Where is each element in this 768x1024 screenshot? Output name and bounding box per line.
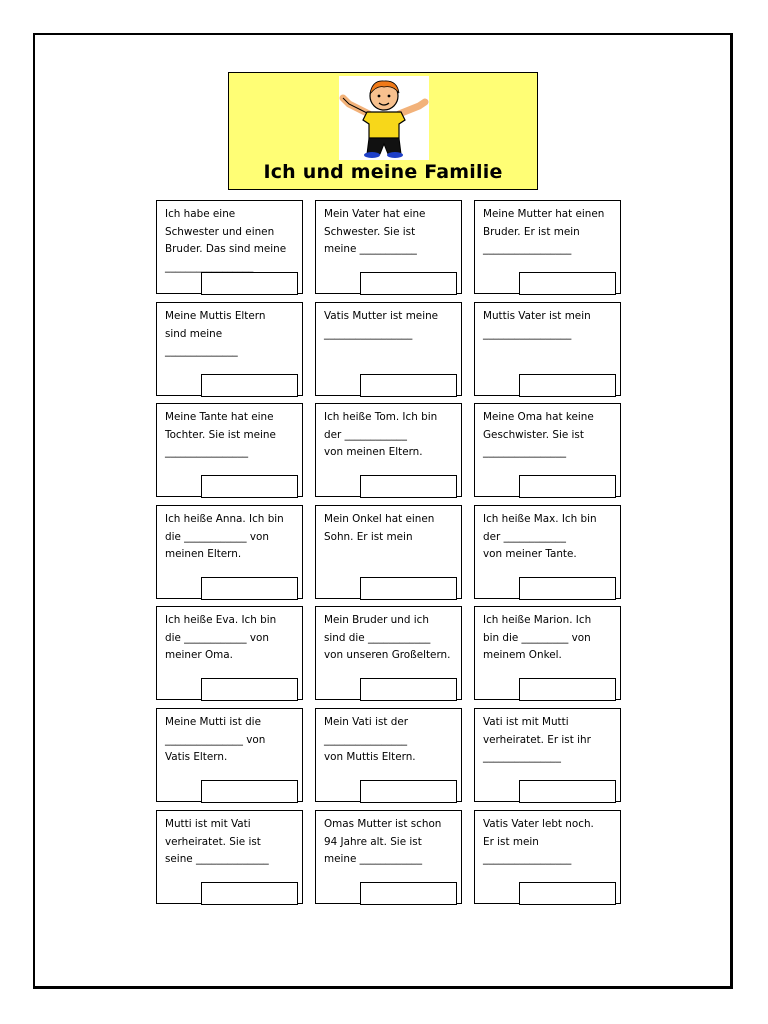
- answer-box[interactable]: [201, 882, 298, 905]
- card-text: Meine Mutter hat einen Bruder. Er ist mein _________________: [483, 208, 605, 255]
- answer-box[interactable]: [360, 577, 457, 600]
- answer-box[interactable]: [201, 272, 298, 295]
- exercise-card: [474, 708, 621, 802]
- card-text: Ich heiße Anna. Ich bin die ____________ von meinen Eltern.: [165, 513, 284, 560]
- card-text: Ich heiße Marion. Ich bin die _________ von meinem Onkel.: [483, 614, 592, 661]
- answer-box[interactable]: [360, 374, 457, 397]
- answer-box[interactable]: [519, 577, 616, 600]
- exercise-card: [156, 708, 303, 802]
- exercise-card: [156, 505, 303, 599]
- card-text: Mein Onkel hat einen Sohn. Er ist mein: [324, 513, 435, 543]
- exercise-card: [474, 403, 621, 497]
- card-text: Mein Vati ist der ________________ von Muttis Eltern.: [324, 716, 416, 763]
- exercise-card: [315, 505, 462, 599]
- exercise-card: [315, 708, 462, 802]
- card-text: Mutti ist mit Vati verheiratet. Sie ist seine ______________: [165, 818, 269, 865]
- answer-box[interactable]: [201, 475, 298, 498]
- exercise-card: [474, 810, 621, 904]
- answer-box[interactable]: [519, 678, 616, 701]
- card-text: Ich heiße Eva. Ich bin die ____________ von meiner Oma.: [165, 614, 277, 661]
- exercise-card: [156, 302, 303, 396]
- card-text: Omas Mutter ist schon 94 Jahre alt. Sie ist meine ____________: [324, 818, 442, 865]
- answer-box[interactable]: [360, 475, 457, 498]
- card-text: Mein Vater hat eine Schwester. Sie ist meine ___________: [324, 208, 426, 255]
- answer-box[interactable]: [519, 780, 616, 803]
- exercise-card: [315, 302, 462, 396]
- card-text: Vatis Mutter ist meine _________________: [324, 310, 439, 340]
- card-text: Meine Mutti ist die _______________ von Vatis Eltern.: [165, 716, 266, 763]
- answer-box[interactable]: [201, 577, 298, 600]
- answer-box[interactable]: [201, 374, 298, 397]
- answer-box[interactable]: [360, 272, 457, 295]
- exercise-card: [315, 606, 462, 700]
- exercise-card: [474, 505, 621, 599]
- exercise-card: [156, 810, 303, 904]
- boy-illustration: [339, 76, 429, 160]
- exercise-card: [315, 810, 462, 904]
- exercise-card: [474, 606, 621, 700]
- answer-box[interactable]: [201, 678, 298, 701]
- exercise-card: [474, 200, 621, 294]
- exercise-card: [156, 200, 303, 294]
- answer-box[interactable]: [519, 374, 616, 397]
- card-text: Meine Tante hat eine Tochter. Sie ist meine ________________: [165, 411, 276, 458]
- exercise-card: [315, 200, 462, 294]
- card-text: Ich heiße Tom. Ich bin der ____________ von meinen Eltern.: [324, 411, 438, 458]
- card-text: Vatis Vater lebt noch. Er ist mein _________________: [483, 818, 594, 865]
- answer-box[interactable]: [360, 678, 457, 701]
- card-text: Vati ist mit Mutti verheiratet. Er ist ihr _______________: [483, 716, 591, 763]
- worksheet-header: [228, 72, 538, 190]
- card-text: Ich habe eine Schwester und einen Bruder. Das sind meine _________________: [165, 208, 287, 273]
- card-text: Mein Bruder und ich sind die ____________ von unseren Großeltern.: [324, 614, 451, 661]
- exercise-card: [474, 302, 621, 396]
- card-text: Meine Oma hat keine Geschwister. Sie ist ________________: [483, 411, 594, 458]
- answer-box[interactable]: [201, 780, 298, 803]
- answer-box[interactable]: [519, 475, 616, 498]
- exercise-card: [315, 403, 462, 497]
- answer-box[interactable]: [360, 780, 457, 803]
- card-text: Muttis Vater ist mein _________________: [483, 310, 591, 340]
- exercise-card: [156, 606, 303, 700]
- answer-box[interactable]: [360, 882, 457, 905]
- exercise-card: [156, 403, 303, 497]
- card-text: Meine Muttis Eltern sind meine ______________: [165, 310, 266, 357]
- answer-box[interactable]: [519, 272, 616, 295]
- card-text: Ich heiße Max. Ich bin der ____________ von meiner Tante.: [483, 513, 597, 560]
- answer-box[interactable]: [519, 882, 616, 905]
- worksheet-title: Ich und meine Familie: [263, 161, 503, 183]
